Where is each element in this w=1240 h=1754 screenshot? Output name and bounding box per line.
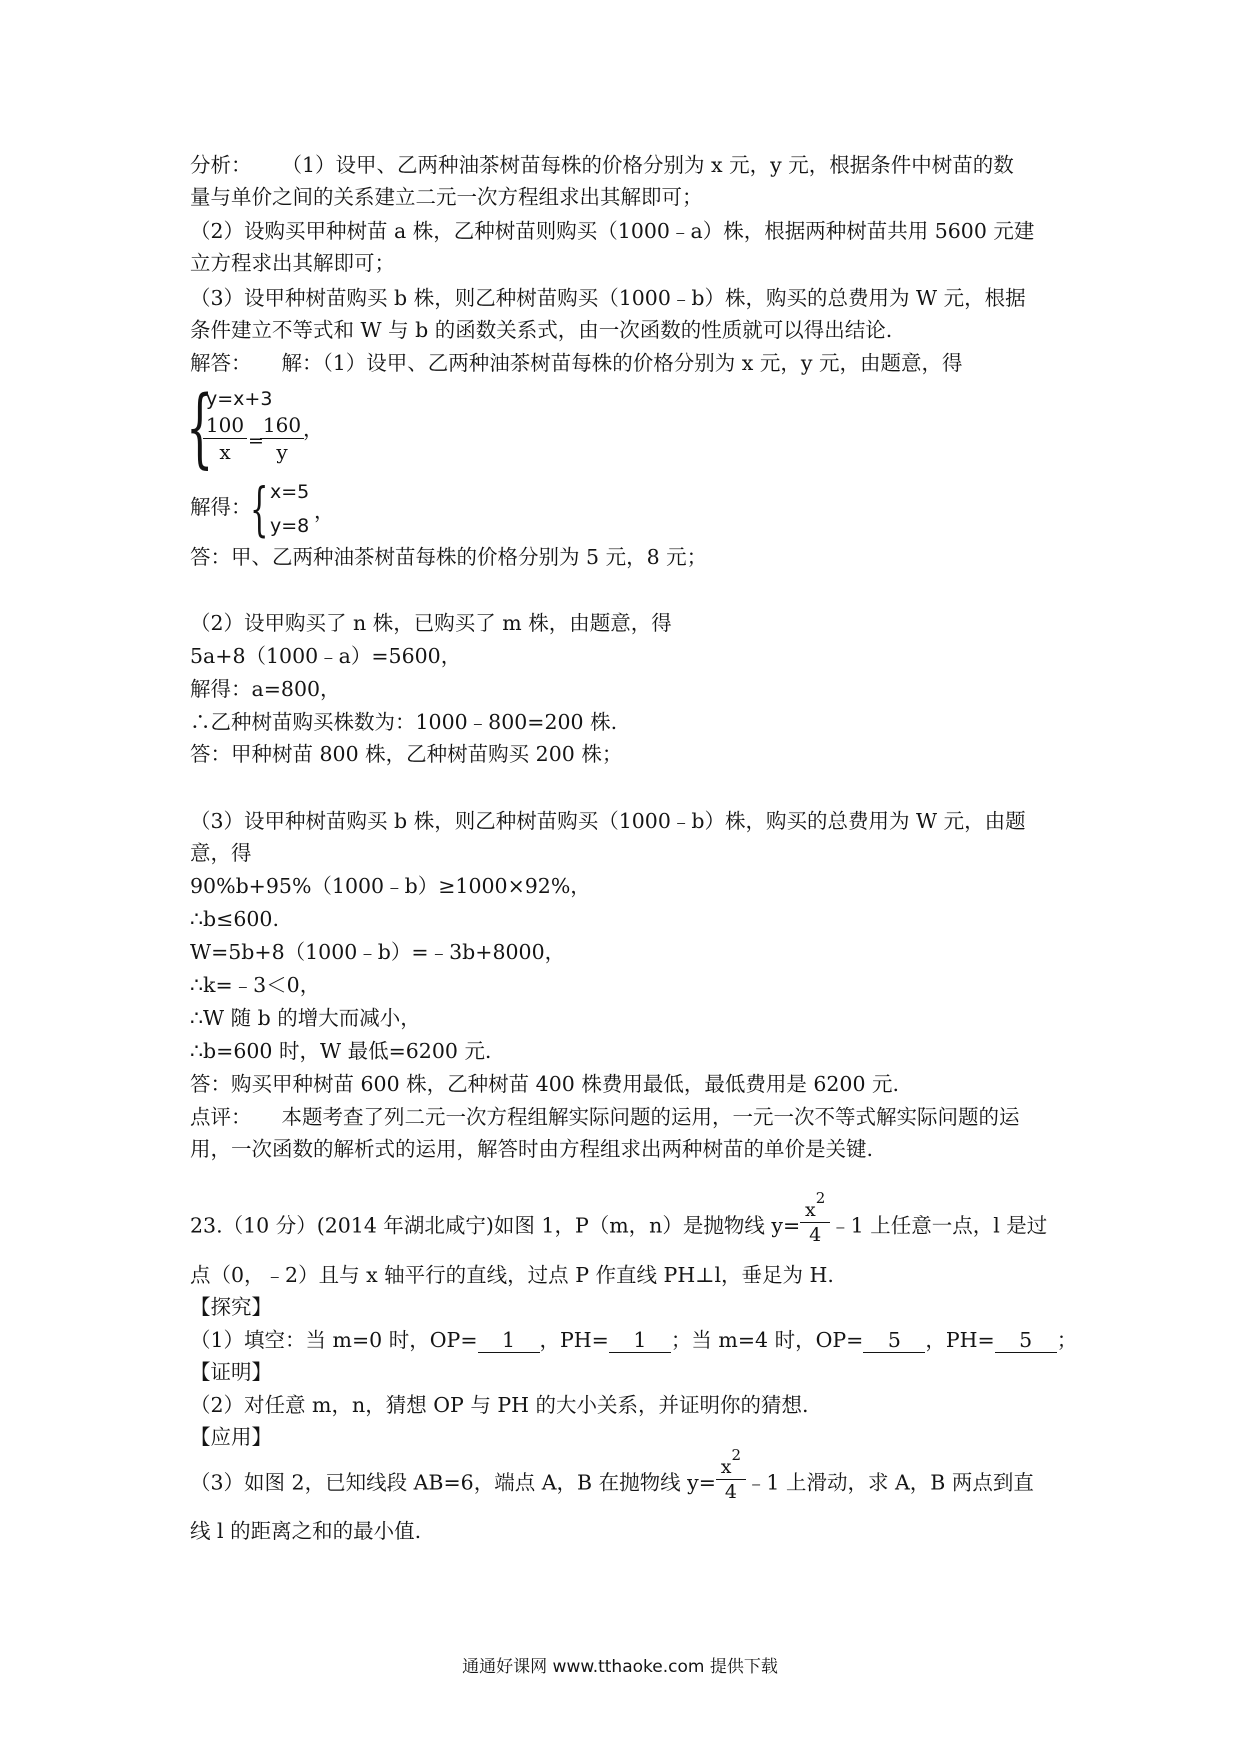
part3-intro-2: 意，得 [190, 841, 252, 865]
part2-therefore: ∴乙种树苗购买株数为：1000﹣800=200 株. [190, 710, 618, 734]
q23-apply-heading: 【应用】 [190, 1425, 272, 1449]
blank-ph-m0: 1 [609, 1328, 671, 1353]
fill-text-d: ，PH= [925, 1328, 995, 1352]
analysis-line-4: 立方程求出其解即可； [190, 251, 395, 275]
solution-x: x=5 [270, 481, 310, 503]
answer-label: 解答： [190, 351, 252, 375]
system-eq-1: y=x+3 [206, 388, 273, 410]
analysis-p1-text: （1）设甲、乙两种油茶树苗每株的价格分别为 x 元，y 元，根据条件中树苗的数 [281, 153, 1014, 177]
q23-question-2: （2）对任意 m，n，猜想 OP 与 PH 的大小关系，并证明你的猜想. [190, 1393, 809, 1417]
comment-label: 点评： [190, 1105, 252, 1129]
system-frac-left [203, 413, 247, 464]
q23-line-1 [190, 1189, 1048, 1251]
solution-tail: ， [314, 499, 335, 523]
answer-1: 答：甲、乙两种油茶树苗每株的价格分别为 5 元，8 元； [190, 545, 708, 569]
system-brace: { [186, 378, 214, 478]
part3-decreasing: ∴W 随 b 的增大而减小， [190, 1006, 421, 1030]
answer-intro: 解：（1）设甲、乙两种油茶树苗每株的价格分别为 x 元，y 元，由题意，得 [281, 351, 963, 375]
solved-label: 解得： [190, 495, 252, 519]
q23-parabola-fraction [800, 1189, 830, 1247]
comment-line-2: 用，一次函数的解析式的运用，解答时由方程组求出两种树苗的单价是关键. [190, 1137, 874, 1161]
q23-question-3-line-2: 线 l 的距离之和的最小值. [190, 1519, 422, 1543]
blank-op-m0: 1 [478, 1328, 540, 1353]
q23-line-1-b: ﹣1 上任意一点，l 是过 [830, 1213, 1048, 1238]
part3-w-function: W=5b+8（1000﹣b）=﹣3b+8000， [190, 940, 566, 964]
q3-parabola-fraction [716, 1446, 746, 1504]
q23-frac-sup: 2 [815, 1189, 826, 1207]
q23-proof-heading: 【证明】 [190, 1360, 272, 1384]
part2-equation: 5a+8（1000﹣a）=5600， [190, 644, 462, 668]
analysis-line-5: （3）设甲种树苗购买 b 株，则乙种树苗购买（1000﹣b）株，购买的总费用为 W 元，根据 [190, 286, 1026, 310]
analysis-line-3: （2）设购买甲种树苗 a 株，乙种树苗则购买（1000﹣a）株，根据两种树苗共用 5600 元建 [190, 219, 1035, 243]
q23-line-2: 点（0，﹣2）且与 x 轴平行的直线，过点 P 作直线 PH⊥l，垂足为 H. [190, 1263, 834, 1287]
system-eq-sign: = [248, 430, 264, 452]
system-eq-tail: ， [303, 417, 324, 441]
comment-text-1: 本题考查了列二元一次方程组解实际问题的运用，一元一次不等式解实际问题的运 [281, 1105, 1020, 1129]
system-frac-right [260, 413, 304, 464]
analysis-label: 分析： [190, 153, 252, 177]
frac-left-num: 100 [205, 413, 245, 437]
analysis-line-6: 条件建立不等式和 W 与 b 的函数关系式，由一次函数的性质就可以得出结论. [190, 318, 893, 342]
fill-text-c: ；当 m=4 时，OP= [670, 1328, 864, 1352]
q3-frac-sup: 2 [731, 1446, 742, 1464]
q23-question-3-line-1 [190, 1446, 1034, 1508]
part3-inequality: 90%b+95%（1000﹣b）≥1000×92%， [190, 874, 591, 898]
part3-b-bound: ∴b≤600. [190, 907, 279, 931]
part3-k-value: ∴k=﹣3＜0， [190, 973, 321, 997]
q23-fill-line [190, 1327, 1077, 1353]
frac-right-bar [260, 438, 304, 439]
frac-left-bar [203, 438, 247, 439]
blank-op-m4: 5 [863, 1328, 925, 1353]
comment-line-1 [190, 1104, 1020, 1130]
part3-answer: 答：购买甲种树苗 600 株，乙种树苗 400 株费用最低，最低费用是 6200 元. [190, 1072, 900, 1096]
answer-line-1 [190, 350, 962, 376]
blank-ph-m4: 5 [995, 1328, 1057, 1353]
q3-frac-den: 4 [724, 1481, 737, 1503]
part3-minimum: ∴b=600 时，W 最低=6200 元. [190, 1039, 492, 1063]
analysis-line-1 [190, 152, 1014, 178]
q23-explore-heading: 【探究】 [190, 1295, 272, 1319]
q3-text-b: ﹣1 上滑动，求 A，B 两点到直 [745, 1470, 1034, 1495]
fill-text-a: （1）填空：当 m=0 时，OP= [190, 1328, 478, 1352]
q3-text-a: （3）如图 2，已知线段 AB=6，端点 A，B 在抛物线 y= [190, 1470, 716, 1495]
solution-brace: { [250, 475, 269, 543]
part3-intro-1: （3）设甲种树苗购买 b 株，则乙种树苗购买（1000﹣b）株，购买的总费用为 W 元，由题 [190, 809, 1026, 833]
q23-frac-num: x [805, 1199, 816, 1221]
part2-answer: 答：甲种树苗 800 株，乙种树苗购买 200 株； [190, 742, 623, 766]
q23-frac-den: 4 [809, 1224, 822, 1246]
page-footer: 通通好课网 www.tthaoke.com 提供下载 [462, 1657, 778, 1677]
part2-solve: 解得：a=800， [190, 677, 341, 701]
frac-right-num: 160 [262, 413, 302, 437]
fill-text-e: ； [1056, 1328, 1078, 1352]
part2-intro: （2）设甲购买了 n 株，已购买了 m 株，由题意，得 [190, 611, 672, 635]
fill-text-b: ，PH= [539, 1328, 609, 1352]
q3-frac-num: x [720, 1456, 732, 1478]
frac-right-den: y [276, 440, 288, 464]
solution-y: y=8 [270, 515, 310, 537]
analysis-line-2: 量与单价之间的关系建立二元一次方程组求出其解即可； [190, 185, 703, 209]
frac-left-den: x [219, 440, 231, 464]
q23-line-1-a: 23.（10 分）(2014 年湖北咸宁)如图 1，P（m，n）是抛物线 y= [190, 1213, 801, 1238]
